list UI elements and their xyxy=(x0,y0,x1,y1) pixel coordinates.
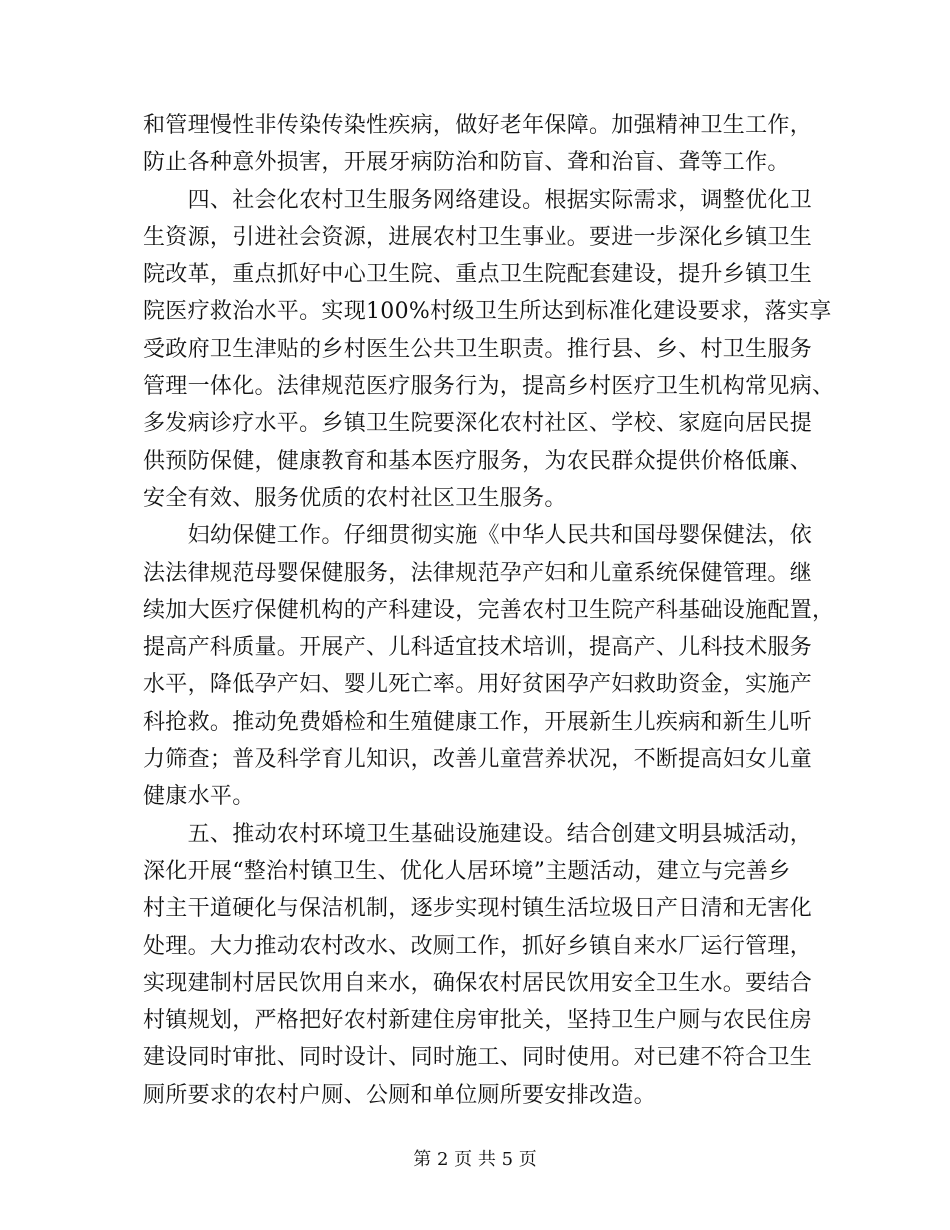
text-line: 法法律规范母婴保健服务，法律规范孕产妇和儿童系统保健管理。继 xyxy=(143,560,813,586)
text-line: 四、社会化农村卫生服务网络建设。根据实际需求，调整优化卫 xyxy=(143,187,813,213)
text-line: 防止各种意外损害，开展牙病防治和防盲、聋和治盲、聋等工作。 xyxy=(143,150,790,176)
text-line: 村主干道硬化与保洁机制，逐步实现村镇生活垃圾日产日清和无害化 xyxy=(143,896,813,922)
text-line: 实现建制村居民饮用自来水，确保农村居民饮用安全卫生水。要结合 xyxy=(143,970,813,996)
text-line: 多发病诊疗水平。乡镇卫生院要深化农村社区、学校、家庭向居民提 xyxy=(143,411,813,437)
text-line: 供预防保健，健康教育和基本医疗服务，为农民群众提供价格低廉、 xyxy=(143,448,813,474)
page-number-footer: 第 2 页 共 5 页 xyxy=(413,1149,537,1170)
text-line: 安全有效、服务优质的农村社区卫生服务。 xyxy=(143,485,567,511)
text-line: 水平，降低孕产妇、婴儿死亡率。用好贫困孕产妇救助资金，实施产 xyxy=(143,672,813,698)
text-line: 健康水平。 xyxy=(143,784,255,810)
text-line: 深化开展“整治村镇卫生、优化人居环境”主题活动，建立与完善乡 xyxy=(143,858,791,884)
text-line: 生资源，引进社会资源，进展农村卫生事业。要进一步深化乡镇卫生 xyxy=(143,224,813,250)
text-line: 续加大医疗保健机构的产科建设，完善农村卫生院产科基础设施配置， xyxy=(143,597,835,623)
text-line: 建设同时审批、同时设计、同时施工、同时使用。对已建不符合卫生 xyxy=(143,1045,813,1071)
text-line: 管理一体化。法律规范医疗服务行为，提高乡村医疗卫生机构常见病、 xyxy=(143,374,835,400)
text-line: 村镇规划，严格把好农村新建住房审批关，坚持卫生户厕与农民住房 xyxy=(143,1008,813,1034)
text-line: 妇幼保健工作。仔细贯彻实施《中华人民共和国母婴保健法，依 xyxy=(143,523,813,549)
text-line: 提高产科质量。开展产、儿科适宜技术培训，提高产、儿科技术服务 xyxy=(143,635,813,661)
text-line: 处理。大力推动农村改水、改厕工作，抓好乡镇自来水厂运行管理， xyxy=(143,933,813,959)
text-line: 力筛查；普及科学育儿知识，改善儿童营养状况，不断提高妇女儿童 xyxy=(143,747,813,773)
text-line: 五、推动农村环境卫生基础设施建设。结合创建文明县城活动， xyxy=(143,821,813,847)
body-text xyxy=(143,107,835,1114)
text-line: 科抢救。推动免费婚检和生殖健康工作，开展新生儿疾病和新生儿听 xyxy=(143,709,813,735)
text-line: 厕所要求的农村户厕、公厕和单位厕所要安排改造。 xyxy=(143,1082,656,1108)
text-line: 受政府卫生津贴的乡村医生公共卫生职责。推行县、乡、村卫生服务 xyxy=(143,336,813,362)
text-line: 院医疗救治水平。实现100%村级卫生所达到标准化建设要求，落实享 xyxy=(143,299,832,325)
text-line: 院改革，重点抓好中心卫生院、重点卫生院配套建设，提升乡镇卫生 xyxy=(143,262,813,288)
text-line: 和管理慢性非传染传染性疾病，做好老年保障。加强精神卫生工作， xyxy=(143,113,813,138)
